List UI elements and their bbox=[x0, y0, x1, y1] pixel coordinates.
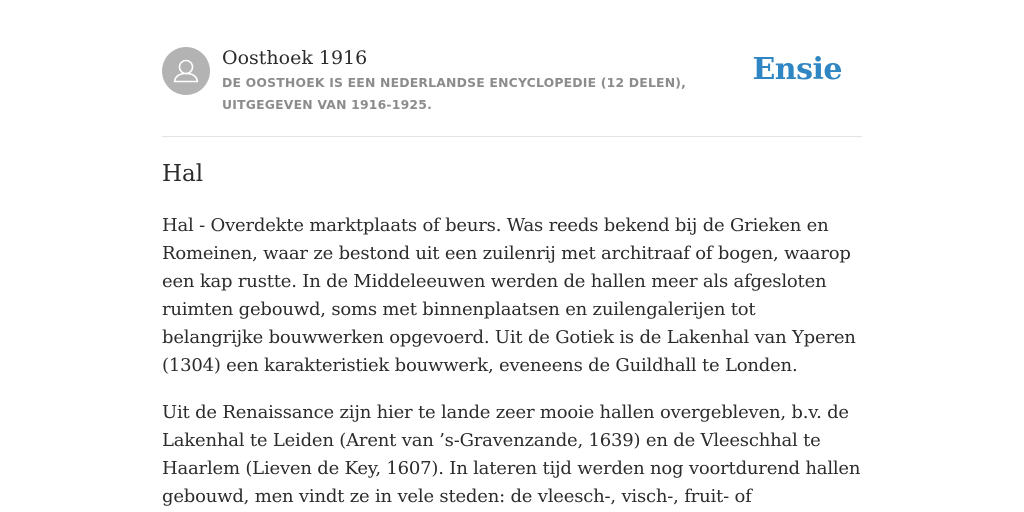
avatar[interactable] bbox=[162, 47, 210, 95]
source-name[interactable]: Oosthoek 1916 bbox=[222, 47, 368, 69]
article-paragraph: Uit de Renaissance zijn hier te lande zeer mooie hallen overgebleven, b.v. de Lakenhal te Leiden (Arent van ’s-Gravenzande, 1639) en de Vleeschhal te Haarlem (Lieven de Key, 1607). In lateren tijd werden nog voortdurend hallen gebouwd, men vindt ze in vele steden: de vleesch-, visch-, fruit- of bbox=[162, 402, 861, 507]
article-title: Hal bbox=[162, 161, 204, 187]
brand-logo[interactable]: Ensie bbox=[752, 52, 842, 87]
article bbox=[162, 158, 862, 511]
source-header bbox=[162, 44, 862, 137]
user-icon bbox=[162, 47, 210, 95]
source-description: DE OOSTHOEK IS EEN NEDERLANDSE ENCYCLOPEDIE (12 DELEN), UITGEGEVEN VAN 1916-1925. bbox=[222, 75, 687, 112]
article-paragraph: Hal - Overdekte marktplaats of beurs. Was reeds bekend bij de Grieken en Romeinen, waar ze bestond uit een zuilenrij met architraaf of bogen, waarop een kap rustte. In de Middeleeuwen werden de hallen meer als afgesloten ruimten gebouwd, soms met binnenplaatsen en zuilengalerijen tot belangrijke bouwwerken opgevoerd. Uit de Gotiek is de Lakenhal van Yperen (1304) een karakteristiek bouwwerk, eveneens de Guildhall te Londen. bbox=[162, 215, 856, 376]
